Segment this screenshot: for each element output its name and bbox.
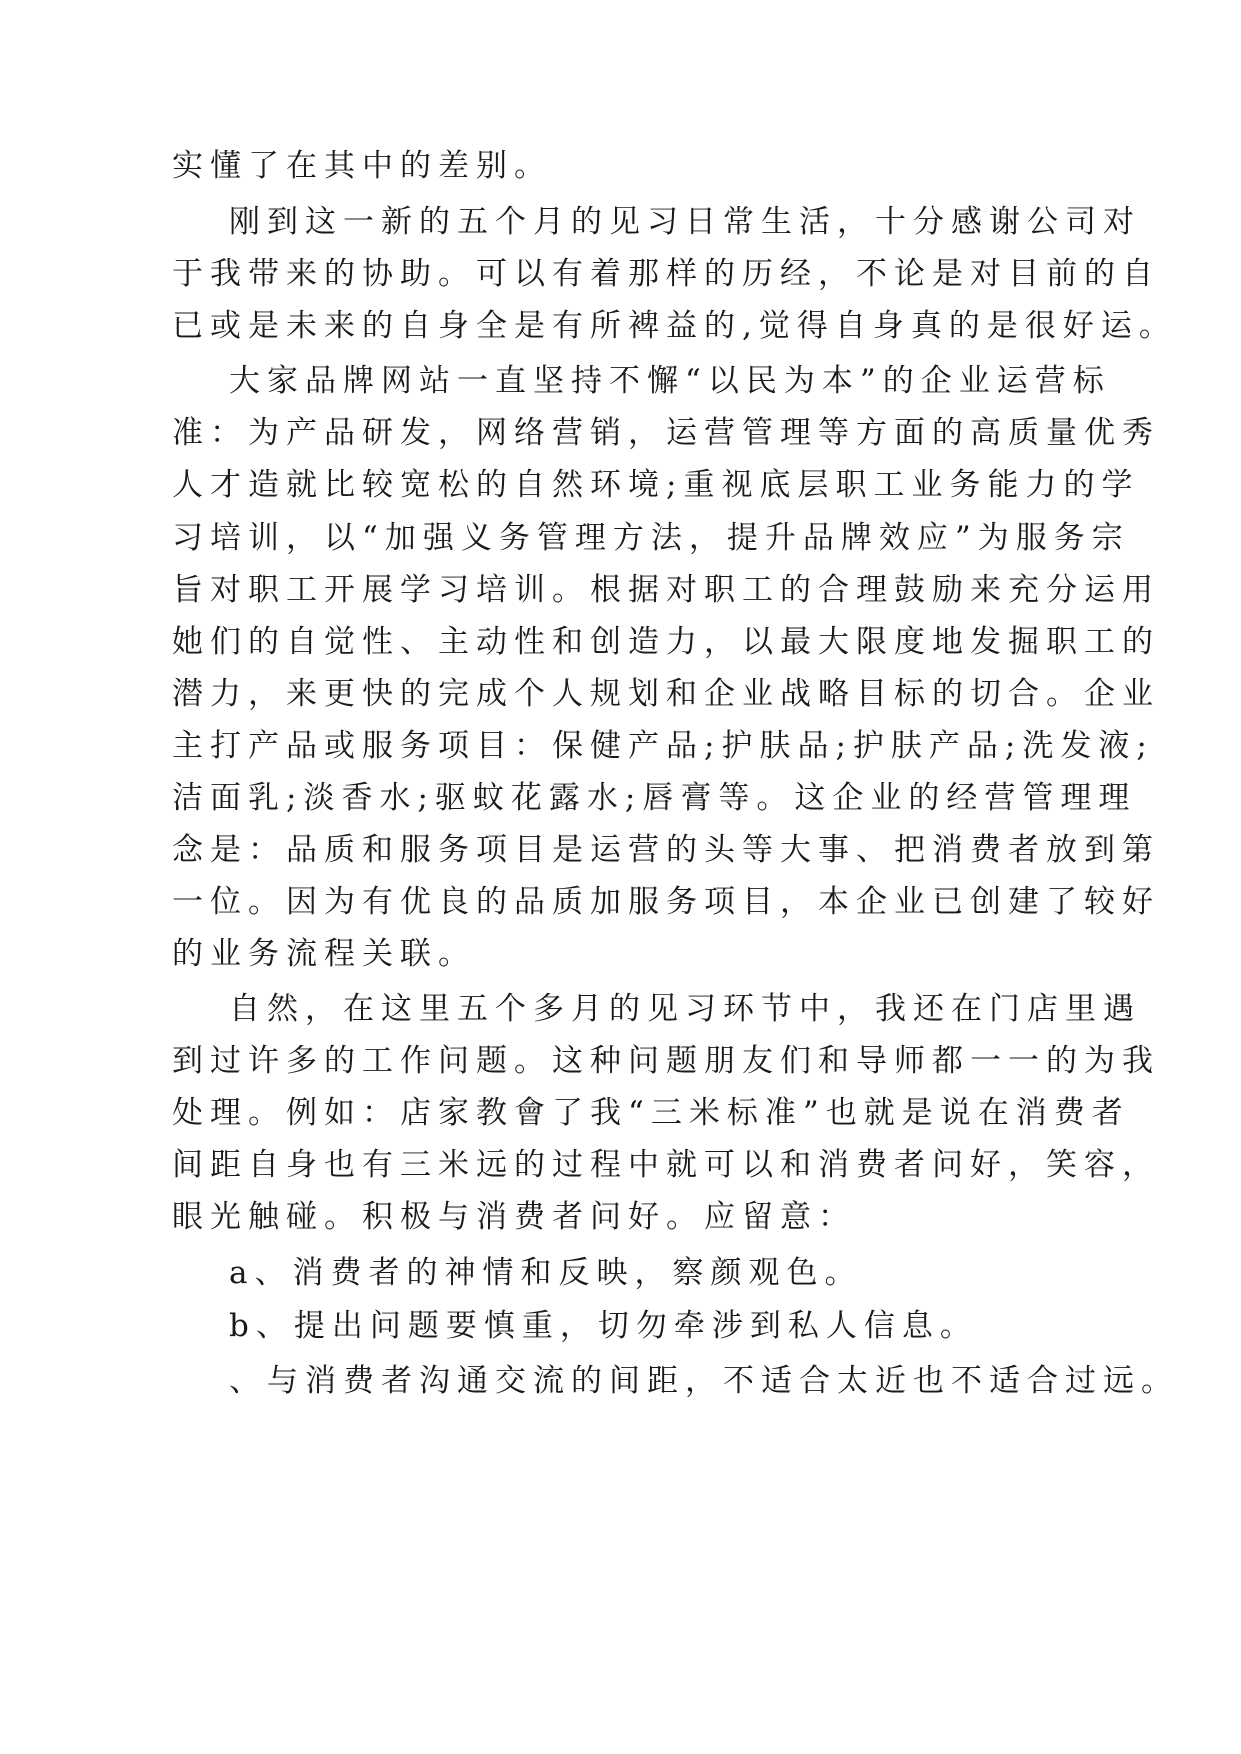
text-line-17: 自然，在这里五个多月的见习环节中，我还在门店里遇 <box>229 991 1141 1027</box>
text-line-4: 已或是未来的自身全是有所裨益的,觉得自身真的是很好运。 <box>172 308 1177 344</box>
text-line-6: 准：为产品研发，网络营销，运营管理等方面的高质量优秀 <box>172 415 1160 451</box>
text-line-9: 旨对职工开展学习培训。根据对职工的合理鼓励来充分运用 <box>172 572 1160 608</box>
text-line-14: 念是：品质和服务项目是运营的头等大事、把消费者放到第 <box>172 832 1160 868</box>
text-line-18: 到过许多的工作问题。这种问题朋友们和导师都一一的为我 <box>172 1043 1160 1079</box>
text-line-20: 间距自身也有三米远的过程中就可以和消费者问好，笑容， <box>172 1147 1160 1183</box>
text-line-7: 人才造就比较宽松的自然环境;重视底层职工业务能力的学 <box>172 467 1140 503</box>
text-line-19: 处理。例如：店家教會了我“三米标准”也就是说在消费者 <box>172 1095 1130 1131</box>
text-line-11: 潜力，来更快的完成个人规划和企业战略目标的切合。企业 <box>172 676 1160 712</box>
text-line-5: 大家品牌网站一直坚持不懈“以民为本”的企业运营标 <box>229 363 1111 399</box>
text-line-2: 刚到这一新的五个月的见习日常生活，十分感谢公司对 <box>229 204 1141 240</box>
text-line-12: 主打产品或服务项目：保健产品;护肤品;护肤产品;洗发液; <box>172 728 1154 764</box>
text-line-21: 眼光触碰。积极与消费者问好。应留意： <box>172 1199 856 1235</box>
text-line-13: 洁面乳;淡香水;驱蚊花露水;唇膏等。这企业的经营管理理 <box>172 780 1137 816</box>
text-line-3: 于我带来的协助。可以有着那样的历经，不论是对目前的自 <box>172 256 1160 292</box>
text-line-10: 她们的自觉性、主动性和创造力，以最大限度地发掘职工的 <box>172 624 1160 660</box>
list-item-c: 、与消费者沟通交流的间距，不适合太近也不适合过远。 <box>229 1363 1179 1399</box>
text-line-15: 一位。因为有优良的品质加服务项目，本企业已创建了较好 <box>172 884 1160 920</box>
list-item-a: a、消费者的神情和反映，察颜观色。 <box>229 1255 863 1291</box>
text-line-16: 的业务流程关联。 <box>172 936 476 972</box>
text-line-8: 习培训，以“加强义务管理方法，提升品牌效应”为服务宗 <box>172 520 1130 556</box>
text-line-1: 实懂了在其中的差别。 <box>172 148 552 184</box>
list-item-b: b、提出问题要慎重，切勿牵涉到私人信息。 <box>229 1308 978 1344</box>
